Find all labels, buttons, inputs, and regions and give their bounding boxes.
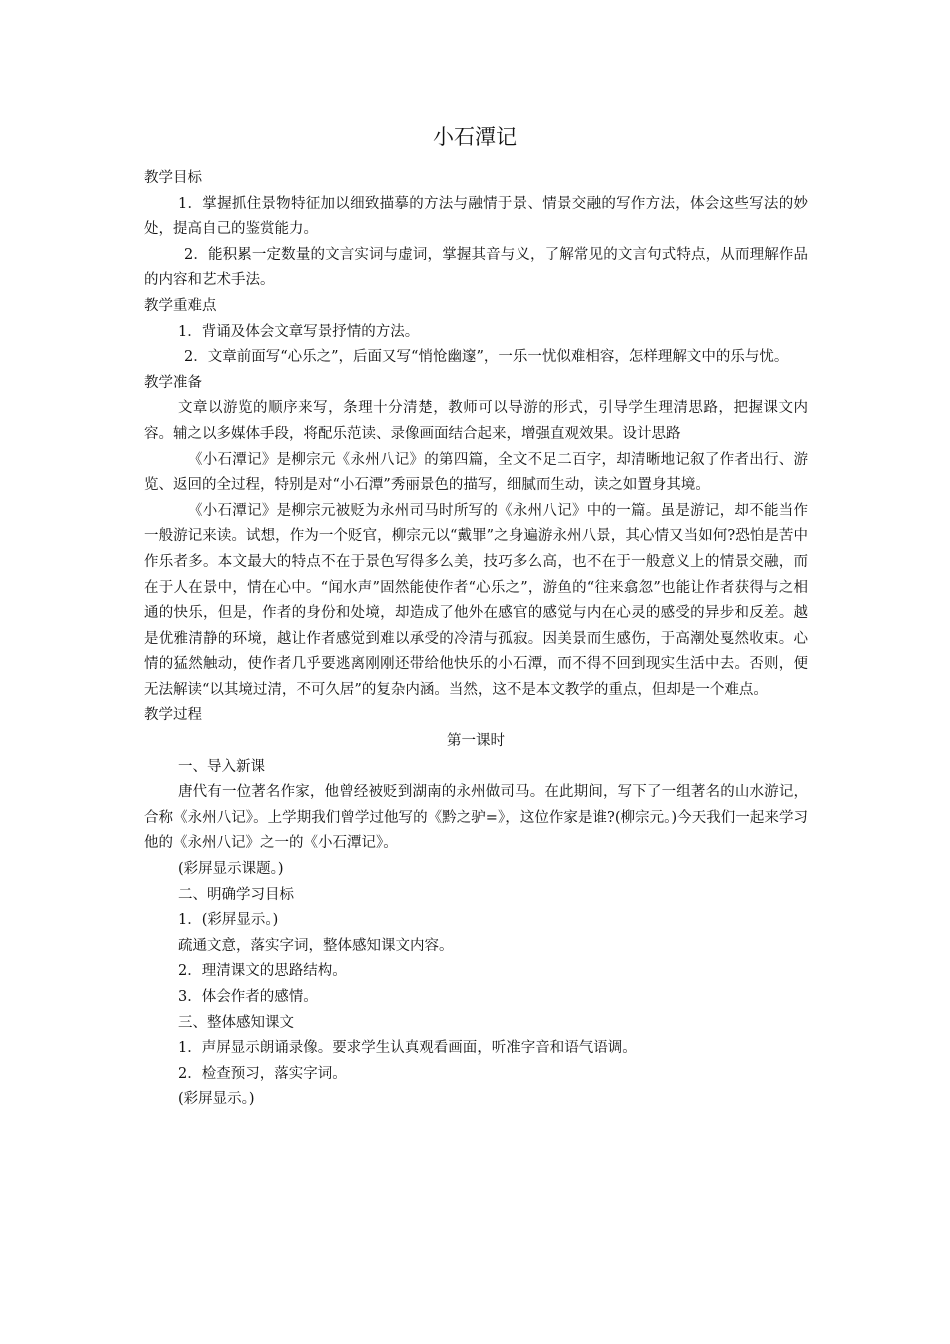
lesson-heading: 第一课时 <box>447 733 505 750</box>
intro-note: (彩屏显示课题。) <box>178 861 284 878</box>
goal-item: 2．能积累一定数量的文言实词与虚词，掌握其音与义，了解常见的文言句式特点，从而理解作品的内容和艺术手法。 <box>144 246 808 289</box>
intro-heading: 一、导入新课 <box>178 758 265 775</box>
preparation-paragraph: 《小石潭记》是柳宗元被贬为永州司马时所写的《永州八记》中的一篇。虽是游记，却不能当作一般游记来读。试想，作为一个贬官，柳宗元以“戴罪”之身遍游永州八景，其心情又当如何?恐怕是苦中作乐者多。本文最大的特点不在于景色写得多么美，技巧多么高，也不在于一般意义上的情景交融，而在于人在景中，情在心中。“闻水声”固然能使作者“心乐之”，游鱼的“往来翕忽”也能让作者获得与之相通的快乐，但是，作者的身份和处境，却造成了他外在感官的感觉与内在心灵的感受的异步和反差。越是优雅清静的环境，越让作者感觉到难以承受的冷清与孤寂。因美景而生感伤，于高潮处戛然收束。心情的猛然触动，使作者几乎要逃离刚刚还带给他快乐的小石潭，而不得不回到现实生活中去。否则，便无法解读“以其境过清，不可久居”的复杂内涵。当然，这不是本文教学的重点，但却是一个难点。 <box>144 502 808 698</box>
learning-goal-item: 3．体会作者的感情。 <box>178 989 318 1005</box>
key-point-item: 2．文章前面写“心乐之”，后面又写“悄怆幽邃”，一乐一忧似难相容，怎样理解文中的乐与忧。 <box>184 349 789 366</box>
preparation-paragraph: 文章以游览的顺序来写，条理十分清楚，教师可以导游的形式，引导学生理清思路，把握课文内容。辅之以多媒体手段，将配乐范读、录像画面结合起来，增强直观效果。设计思路 <box>144 400 808 442</box>
overall-note: (彩屏显示。) <box>178 1091 255 1108</box>
preparation-paragraph: 《小石潭记》是柳宗元《永州八记》的第四篇，全文不足二百字，却清晰地记叙了作者出行、游览、返回的全过程，特别是对“小石潭”秀丽景色的描写，细腻而生动，读之如置身其境。 <box>144 451 808 494</box>
overall-item: 2．检查预习，落实字词。 <box>178 1065 347 1082</box>
goal-item: 1．掌握抓住景物特征加以细致描摹的方法与融情于景、情景交融的写作方法，体会这些写法的妙处，提高自己的鉴赏能力。 <box>144 195 808 238</box>
intro-paragraph: 唐代有一位著名作家，他曾经被贬到湖南的永州做司马。在此期间，写下了一组著名的山水游记，合称《永州八记》。上学期我们曾学过他写的《黔之驴=》，这位作家是谁?(柳宗元。)今天我们一起来学习他的《永州八记》之一的《小石潭记》。 <box>144 784 808 852</box>
document-title: 小石潭记 <box>433 125 517 149</box>
section-heading-process: 教学过程 <box>144 707 202 724</box>
learning-goal-text: 疏通文意，落实字词，整体感知课文内容。 <box>178 937 454 954</box>
goals-heading: 二、明确学习目标 <box>178 886 294 903</box>
overall-heading: 三、整体感知课文 <box>178 1014 294 1031</box>
section-heading-key-points: 教学重难点 <box>144 297 217 314</box>
section-heading-goals: 教学目标 <box>144 170 202 186</box>
document-body <box>144 166 808 1113</box>
overall-item: 1．声屏显示朗诵录像。要求学生认真观看画面，听准字音和语气语调。 <box>178 1040 637 1057</box>
learning-goal-item: 2．理清课文的思路结构。 <box>178 963 347 980</box>
learning-goal-item: 1．(彩屏显示。) <box>178 912 279 929</box>
section-heading-preparation: 教学准备 <box>144 374 202 391</box>
key-point-item: 1．背诵及体会文章写景抒情的方法。 <box>178 323 420 340</box>
